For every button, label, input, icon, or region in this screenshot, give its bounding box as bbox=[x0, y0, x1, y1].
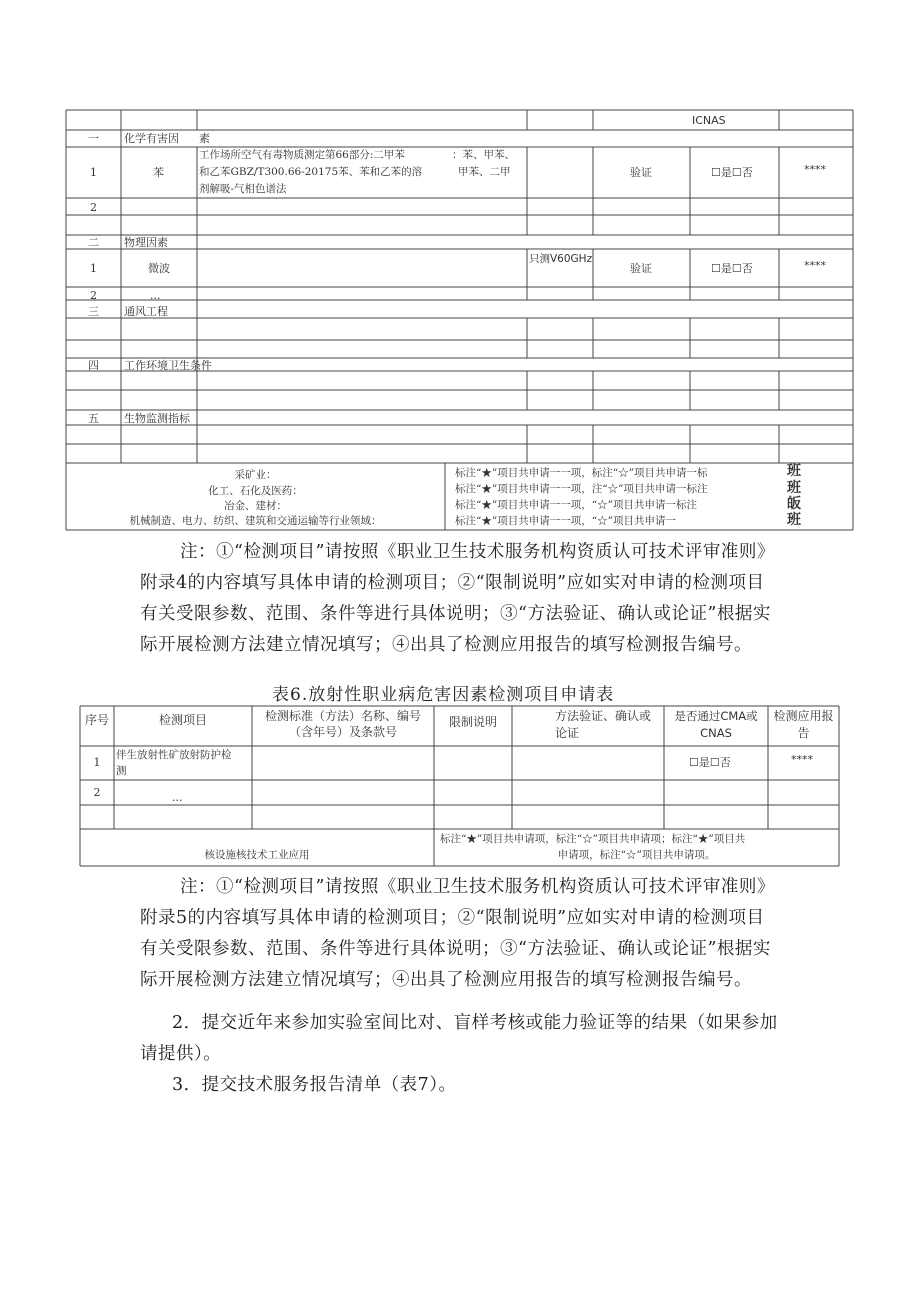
row-num: 1 bbox=[90, 166, 97, 179]
note-line: 附录4的内容填写具体申请的检测项目；②“限制说明”应如实对申请的检测项目 bbox=[140, 573, 765, 593]
section-num-1: 一 bbox=[88, 132, 99, 145]
industry-label: 采矿业： bbox=[234, 469, 277, 481]
section-label-ventilation: 通风工程 bbox=[124, 305, 168, 318]
industry-tail: 班 bbox=[787, 463, 801, 479]
section-num-5: 五 bbox=[88, 412, 99, 425]
table6-title: 表6.放射性职业病危害因素检测项目申请表 bbox=[272, 685, 615, 705]
note-line: 际开展检测方法建立情况填写；④出具了检测应用报告的填写检测报告编号。 bbox=[140, 970, 752, 990]
row-num: 2 bbox=[93, 786, 101, 799]
item-line: 3．提交技术服务报告清单（表7）。 bbox=[172, 1075, 457, 1095]
row-item-ellipsis: ... bbox=[150, 289, 161, 302]
section-label-environment: 工作环境卫生条件 bbox=[124, 359, 212, 372]
row-standard-line: 工作场所空气有毒物质测定第66部分:二甲苯 bbox=[199, 149, 405, 161]
item-line: 2．提交近年来参加实验室间比对、盲样考核或能力验证等的结果（如果参加 bbox=[172, 1013, 778, 1033]
section-num-3: 三 bbox=[88, 305, 99, 318]
submission-items bbox=[140, 1008, 860, 1101]
row-method: 验证 bbox=[630, 262, 652, 275]
row-num: 2 bbox=[90, 201, 97, 214]
industry-note: 标注“★”项目共申请一一项，标注“☆”项目共申请一标 bbox=[455, 467, 708, 479]
industry-note: 标注“★”项目共申请一一项，“☆”项目共申请一标注 bbox=[455, 499, 697, 511]
col-header-cma: 是否通过CMA或 bbox=[674, 709, 758, 723]
note-line: 有关受限参数、范围、条件等进行具体说明；③“方法验证、确认或论证”根据实 bbox=[140, 939, 771, 959]
row-item-line: 测 bbox=[116, 765, 127, 777]
row-item-microwave: 微波 bbox=[148, 262, 170, 275]
section-label-bio: 生物监测指标 bbox=[124, 412, 190, 425]
col-header-standard: 检测标准（方法）名称、编号 bbox=[264, 709, 421, 723]
row-report: **** bbox=[791, 753, 813, 766]
industry-tail: 皈 bbox=[787, 496, 801, 512]
col-header-cma: CNAS bbox=[700, 726, 732, 740]
row-num: 2 bbox=[90, 289, 97, 302]
industry-tail: 班 bbox=[787, 512, 801, 528]
row-method: 验证 bbox=[630, 166, 652, 179]
row-num: 1 bbox=[90, 262, 97, 275]
col-header-report: 检测应用报 bbox=[773, 709, 834, 723]
row-cma-checkbox[interactable]: ☐是☐否 bbox=[711, 166, 753, 179]
col-header-item: 检测项目 bbox=[158, 713, 207, 727]
note-line: 际开展检测方法建立情况填写；④出具了检测应用报告的填写检测报告编号。 bbox=[140, 635, 752, 655]
cnas-header: ICNAS bbox=[692, 114, 726, 127]
row-limit: 只测V60GHz bbox=[529, 253, 593, 265]
col-header-method: 论证 bbox=[555, 726, 580, 740]
industry-note: 标注“★”项目共申请一一项，注“☆”项目共申请一标注 bbox=[455, 483, 708, 495]
industry-note: 标注“★”项目共申请一一项，“☆”项目共申请一 bbox=[455, 515, 676, 527]
section-num-4: 四 bbox=[88, 359, 99, 372]
row-limit-line: ：苯、甲苯、 bbox=[452, 149, 515, 161]
note-line: 有关受限参数、范围、条件等进行具体说明；③“方法验证、确认或论证”根据实 bbox=[140, 604, 771, 624]
row-report: **** bbox=[804, 163, 826, 176]
row-item-ellipsis: ... bbox=[172, 791, 183, 804]
industry-label: 化工、石化及医药： bbox=[208, 485, 303, 497]
note-table6 bbox=[140, 872, 860, 996]
row-standard-line: 和乙苯GBZ/T300.66-20175苯、苯和乙苯的溶 bbox=[199, 166, 423, 178]
col-header-standard: （含年号）及条款号 bbox=[288, 725, 397, 739]
col-header-method: 方法验证、确认或 bbox=[555, 709, 652, 723]
col-header-report: 告 bbox=[797, 726, 810, 740]
item-line: 请提供）。 bbox=[140, 1044, 222, 1064]
footer-label: 核设施核技术工业应用 bbox=[204, 849, 310, 861]
row-item-line: 伴生放射性矿放射防护检 bbox=[116, 749, 232, 761]
section-label-chemical: 化学有害因 bbox=[124, 132, 179, 145]
row-standard-line: 剂解吸-气相色谱法 bbox=[199, 183, 287, 195]
section-label-chemical-tail: 素 bbox=[199, 132, 210, 145]
footer-note-line: 标注“★”项目共申请项，标注“☆”项目共申请项；标注“★”项目共 bbox=[440, 833, 746, 845]
section-num-2: 二 bbox=[88, 236, 99, 249]
footer-note-line: 申请项，标注“☆”项目共申请项。 bbox=[557, 849, 716, 861]
row-num: 1 bbox=[93, 756, 101, 769]
row-cma-checkbox[interactable]: ☐是☐否 bbox=[711, 262, 753, 275]
note-line: 注：①“检测项目”请按照《职业卫生技术服务机构资质认可技术评审准则》 bbox=[180, 542, 775, 562]
col-header-limit: 限制说明 bbox=[448, 715, 497, 729]
industry-label: 机械制造、电力、纺织、建筑和交通运输等行业领域： bbox=[129, 515, 382, 527]
col-header-num: 序号 bbox=[84, 713, 109, 727]
row-item-benzene: 苯 bbox=[153, 166, 164, 179]
industry-label: 冶金、建材： bbox=[224, 500, 287, 512]
note-line: 附录5的内容填写具体申请的检测项目；②“限制说明”应如实对申请的检测项目 bbox=[140, 908, 765, 928]
section-label-physical: 物理因素 bbox=[124, 236, 168, 249]
row-cma-checkbox[interactable]: ☐是☐否 bbox=[689, 756, 731, 769]
row-report: **** bbox=[804, 259, 826, 272]
note-line: 注：①“检测项目”请按照《职业卫生技术服务机构资质认可技术评审准则》 bbox=[180, 877, 775, 897]
row-limit-line: 甲苯、二甲 bbox=[458, 166, 511, 178]
industry-tail: 班 bbox=[787, 480, 801, 496]
